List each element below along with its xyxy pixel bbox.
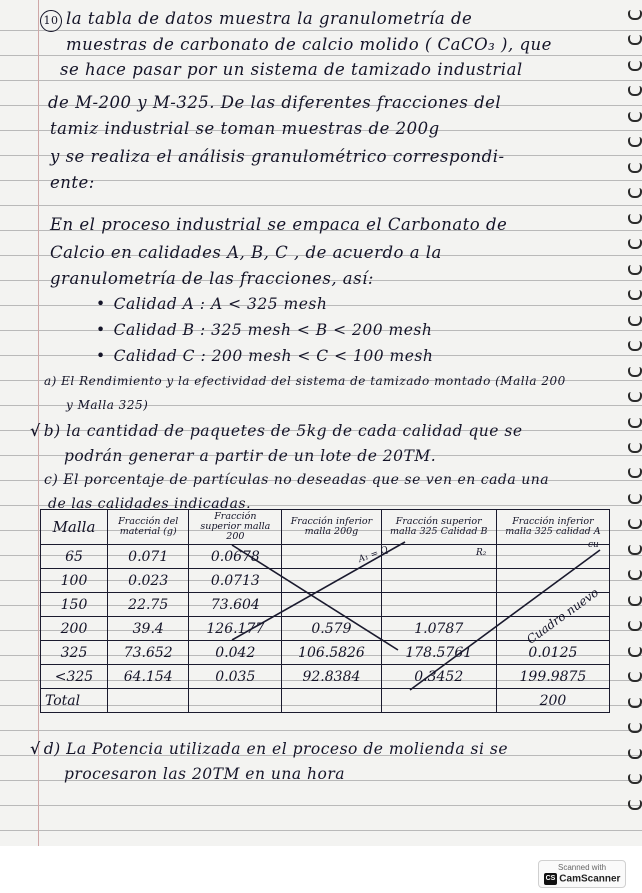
note-cuadro-nuevo: Cuadro nuevo bbox=[524, 585, 602, 647]
camscanner-label: CS CamScanner bbox=[545, 873, 621, 885]
process-line-1: En el proceso industrial se empaca el Carbonato de bbox=[50, 215, 508, 234]
header-upper-200: Fracción superior malla 200 bbox=[189, 510, 282, 545]
question-c-line-1: c) El porcentaje de partículas no deseadas que se ven en cada una bbox=[44, 472, 550, 488]
check-mark-icon: √ bbox=[30, 739, 41, 758]
question-b-line-1: √ b) la cantidad de paquetes de 5kg de cada calidad que se bbox=[30, 421, 523, 440]
quality-a: • Calidad A : A < 325 mesh bbox=[96, 295, 328, 313]
question-d-line-1: √ d) La Potencia utilizada en el proceso de molienda si se bbox=[30, 739, 508, 758]
table-row: 65 0.071 0.0678 bbox=[41, 545, 610, 569]
intro-line-7: ente: bbox=[50, 173, 95, 192]
camscanner-watermark bbox=[538, 860, 626, 888]
header-upper-325: Fracción superior malla 325 Calidad B bbox=[381, 510, 496, 545]
question-b-line-2: podrán generar a partir de un lote de 20TM. bbox=[64, 447, 437, 465]
intro-line-1: 10 la tabla de datos muestra la granulometría de bbox=[40, 6, 472, 32]
note-cu: cu bbox=[588, 540, 599, 550]
note-r2: R₂ bbox=[476, 548, 487, 558]
header-fraction-material: Fracción del material (g) bbox=[108, 510, 189, 545]
table-row: 100 0.023 0.0713 bbox=[41, 569, 610, 593]
question-a: a) El Rendimiento y la efectividad del sistema de tamizado montado (Malla 200 bbox=[44, 374, 566, 388]
question-c-line-2: de las calidades indicadas. bbox=[48, 496, 252, 512]
process-line-3: granulometría de las fracciones, así: bbox=[50, 269, 374, 288]
check-mark-icon: √ bbox=[30, 421, 41, 440]
table-row: <325 64.154 0.035 92.8384 0.3452 199.9875 bbox=[41, 665, 610, 689]
quality-c: • Calidad C : 200 mesh < C < 100 mesh bbox=[96, 347, 434, 365]
question-a-cont: y Malla 325) bbox=[66, 398, 149, 412]
header-lower-200: Fracción inferior malla 200g bbox=[282, 510, 381, 545]
intro-line-4: de M-200 y M-325. De las diferentes fracciones del bbox=[48, 93, 502, 112]
problem-number: 10 bbox=[40, 10, 62, 32]
quality-b: • Calidad B : 325 mesh < B < 200 mesh bbox=[96, 321, 433, 339]
scanned-with-label: Scanned with bbox=[557, 863, 607, 872]
question-d-line-2: procesaron las 20TM en una hora bbox=[64, 765, 345, 783]
header-malla: Malla bbox=[41, 510, 108, 545]
process-line-2: Calcio en calidades A, B, C , de acuerdo a la bbox=[50, 243, 442, 262]
intro-line-3: se hace pasar por un sistema de tamizado industrial bbox=[60, 60, 523, 79]
table-row: 150 22.75 73.604 bbox=[41, 593, 610, 617]
header-lower-325: Fracción inferior malla 325 calidad A bbox=[496, 510, 609, 545]
table-row-total: Total 200 bbox=[41, 689, 610, 713]
camscanner-logo-icon: CS bbox=[544, 873, 558, 885]
note-a1: A₁ = Q bbox=[357, 545, 390, 565]
table-row: 325 73.652 0.042 106.5826 178.5761 0.0125 bbox=[41, 641, 610, 665]
intro-line-6: y se realiza el análisis granulométrico correspondi- bbox=[50, 147, 505, 166]
intro-line-2: muestras de carbonato de calcio molido ( CaCO₃ ), que bbox=[66, 35, 552, 54]
intro-line-5: tamiz industrial se toman muestras de 200g bbox=[50, 119, 440, 138]
table-row: 200 39.4 126.177 0.579 1.0787 bbox=[41, 617, 610, 641]
